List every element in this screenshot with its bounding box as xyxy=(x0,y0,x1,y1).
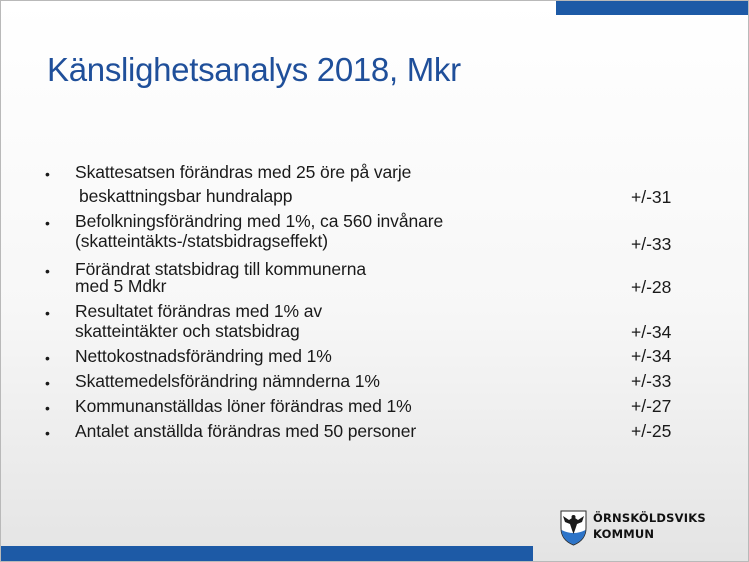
list-item-text: Befolkningsförändring med 1%, ca 560 invånare xyxy=(75,211,444,231)
logo-line-2: KOMMUN xyxy=(593,527,655,541)
list-item-value: +/-25 xyxy=(631,421,672,441)
list-item-value: +/-34 xyxy=(631,346,672,366)
logo-wordmark xyxy=(593,510,706,542)
list-item-text: Förändrat statsbidrag till kommunerna xyxy=(75,259,367,279)
bullet-icon: • xyxy=(45,263,50,279)
eagle-shield-icon xyxy=(557,508,590,546)
bottom-accent-bar xyxy=(1,546,533,561)
list-item-text: beskattningsbar hundralapp xyxy=(79,186,293,206)
slide-title: Känslighetsanalys 2018, Mkr xyxy=(47,51,461,88)
bullet-icon: • xyxy=(45,166,50,182)
bullet-icon: • xyxy=(45,425,50,441)
list-item-text: Resultatet förändras med 1% av xyxy=(75,301,322,321)
top-accent-bar xyxy=(556,1,748,15)
bullet-icon: • xyxy=(45,305,50,321)
bullet-icon: • xyxy=(45,400,50,416)
list-item-text: med 5 Mdkr xyxy=(75,276,167,296)
municipality-logo xyxy=(557,506,707,546)
list-item-text: Skattemedelsförändring nämnderna 1% xyxy=(75,371,380,391)
bullet-icon: • xyxy=(45,375,50,391)
list-item-value: +/-34 xyxy=(631,322,672,342)
list-item-text: (skatteintäkts-/statsbidragseffekt) xyxy=(75,231,328,251)
bullet-icon: • xyxy=(45,350,50,366)
list-item-value: +/-33 xyxy=(631,371,672,391)
list-item-text: Kommunanställdas löner förändras med 1% xyxy=(75,396,412,416)
bullet-icon: • xyxy=(45,215,50,231)
list-item-text: skatteintäkter och statsbidrag xyxy=(75,321,300,341)
logo-line-1: ÖRNSKÖLDSVIKS xyxy=(593,511,706,525)
list-item-text: Skattesatsen förändras med 25 öre på varje xyxy=(75,162,412,182)
list-item-value: +/-33 xyxy=(631,234,672,254)
list-item-text: Nettokostnadsförändring med 1% xyxy=(75,346,332,366)
list-item-value: +/-27 xyxy=(631,396,672,416)
list-item-value: +/-28 xyxy=(631,277,672,297)
list-item-value: +/-31 xyxy=(631,187,672,207)
list-item-text: Antalet anställda förändras med 50 personer xyxy=(75,421,417,441)
